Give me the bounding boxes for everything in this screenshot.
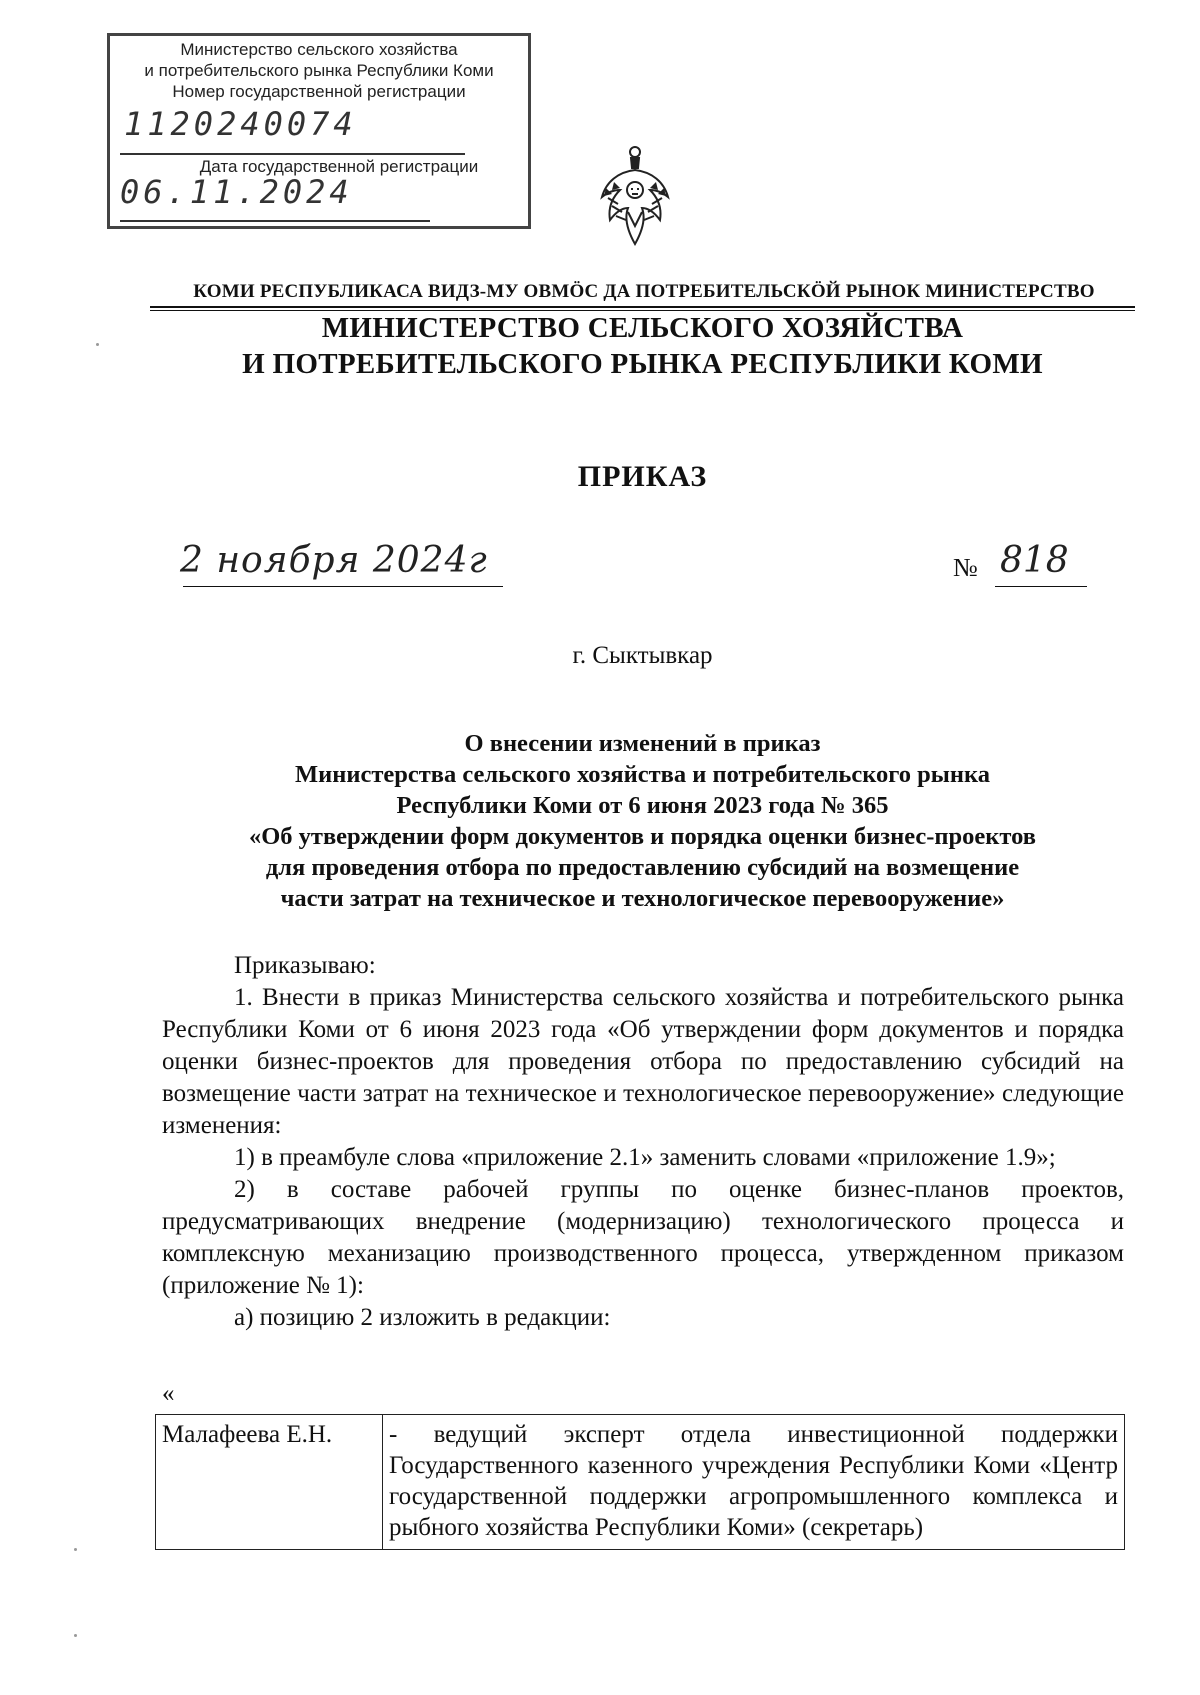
scan-speck (74, 1548, 77, 1551)
komi-language-header: КОМИ РЕСПУБЛИКАСА ВИДЗ-МУ ОВМÖС ДА ПОТРЕБИТЕЛЬСКÖЙ РЫНОК МИНИСТЕРСТВО (193, 281, 1095, 302)
subject-line-6: части затрат на техническое и технологическое перевооружение» (280, 885, 1005, 912)
member-name-cell: Малафеева Е.Н. (156, 1415, 383, 1550)
order-subject (150, 728, 1135, 914)
ministry-name (150, 310, 1135, 382)
document-type-title: ПРИКАЗ (577, 460, 708, 493)
scan-speck (96, 343, 99, 346)
date-underline (183, 586, 503, 587)
subject-line-1: О внесении изменений в приказ (464, 730, 821, 757)
position-table (155, 1414, 1125, 1550)
ministry-name-line-1: МИНИСТЕРСТВО СЕЛЬСКОГО ХОЗЯЙСТВА (321, 312, 964, 344)
stamp-line-2: и потребительского рынка Республики Коми (144, 61, 494, 80)
header-rule-top (150, 306, 1135, 308)
body-paragraph-a: а) позицию 2 изложить в редакции: (234, 1304, 611, 1331)
handwritten-number: 818 (1000, 540, 1069, 581)
stamp-line-3: Номер государственной регистрации (172, 82, 466, 101)
stamp-reg-date: 06.11.2024 (120, 173, 353, 211)
city-line: г. Сыктывкар (572, 642, 713, 669)
ministry-name-line-2: И ПОТРЕБИТЕЛЬСКОГО РЫНКА РЕСПУБЛИКИ КОМИ (242, 348, 1043, 380)
subject-line-4: «Об утверждении форм документов и порядка оценки бизнес-проектов (248, 823, 1036, 850)
opening-quote: « (162, 1380, 175, 1407)
handwritten-date: 2 ноября 2024г (180, 540, 488, 581)
table-row (156, 1415, 1125, 1550)
subject-line-5: для проведения отбора по предоставлению субсидий на возмещение (265, 854, 1020, 881)
subject-line-2: Министерства сельского хозяйства и потребительского рынка (294, 761, 991, 788)
stamp-number-rule (120, 153, 465, 155)
stamp-line-1: Министерство сельского хозяйства (180, 40, 458, 59)
registration-stamp (107, 33, 531, 229)
order-body (162, 950, 1124, 1334)
body-paragraph-1-2: 2) в составе рабочей группы по оценке бизнес-планов проектов, предусматривающих внедрение (модернизацию) технологического процесса и комплексную механизацию производственного процесса, утвержденном приказом (приложение № 1): (162, 1176, 1124, 1299)
subject-line-3: Республики Коми от 6 июня 2023 года № 365 (396, 792, 889, 819)
stamp-date-rule (120, 220, 430, 222)
body-paragraph-1-1: 1) в преамбуле слова «приложение 2.1» заменить словами «приложение 1.9»; (234, 1144, 1056, 1171)
body-paragraph-intro: Приказываю: (234, 952, 376, 979)
scan-speck (74, 1634, 77, 1637)
coat-of-arms-icon (598, 142, 672, 250)
stamp-date-label: Дата государственной регистрации (199, 157, 479, 176)
stamp-reg-number: 1120240074 (124, 105, 357, 143)
member-description-cell: - ведущий эксперт отдела инвестиционной поддержки Государственного казенного учреждения Республики Коми «Центр государственной поддержки агропромышленного комплекса и рыбного хозяйства Республики Коми» (секретарь) (383, 1415, 1125, 1550)
number-label: № (953, 553, 978, 582)
number-underline (995, 586, 1087, 587)
body-paragraph-1: 1. Внести в приказ Министерства сельского хозяйства и потребительского рынка Республики Коми от 6 июня 2023 года «Об утверждении форм документов и порядка оценки бизнес-проектов для проведения отбора по предоставлению субсидий на возмещение части затрат на техническое и технологическое перевооружение» следующие изменения: (162, 984, 1124, 1139)
